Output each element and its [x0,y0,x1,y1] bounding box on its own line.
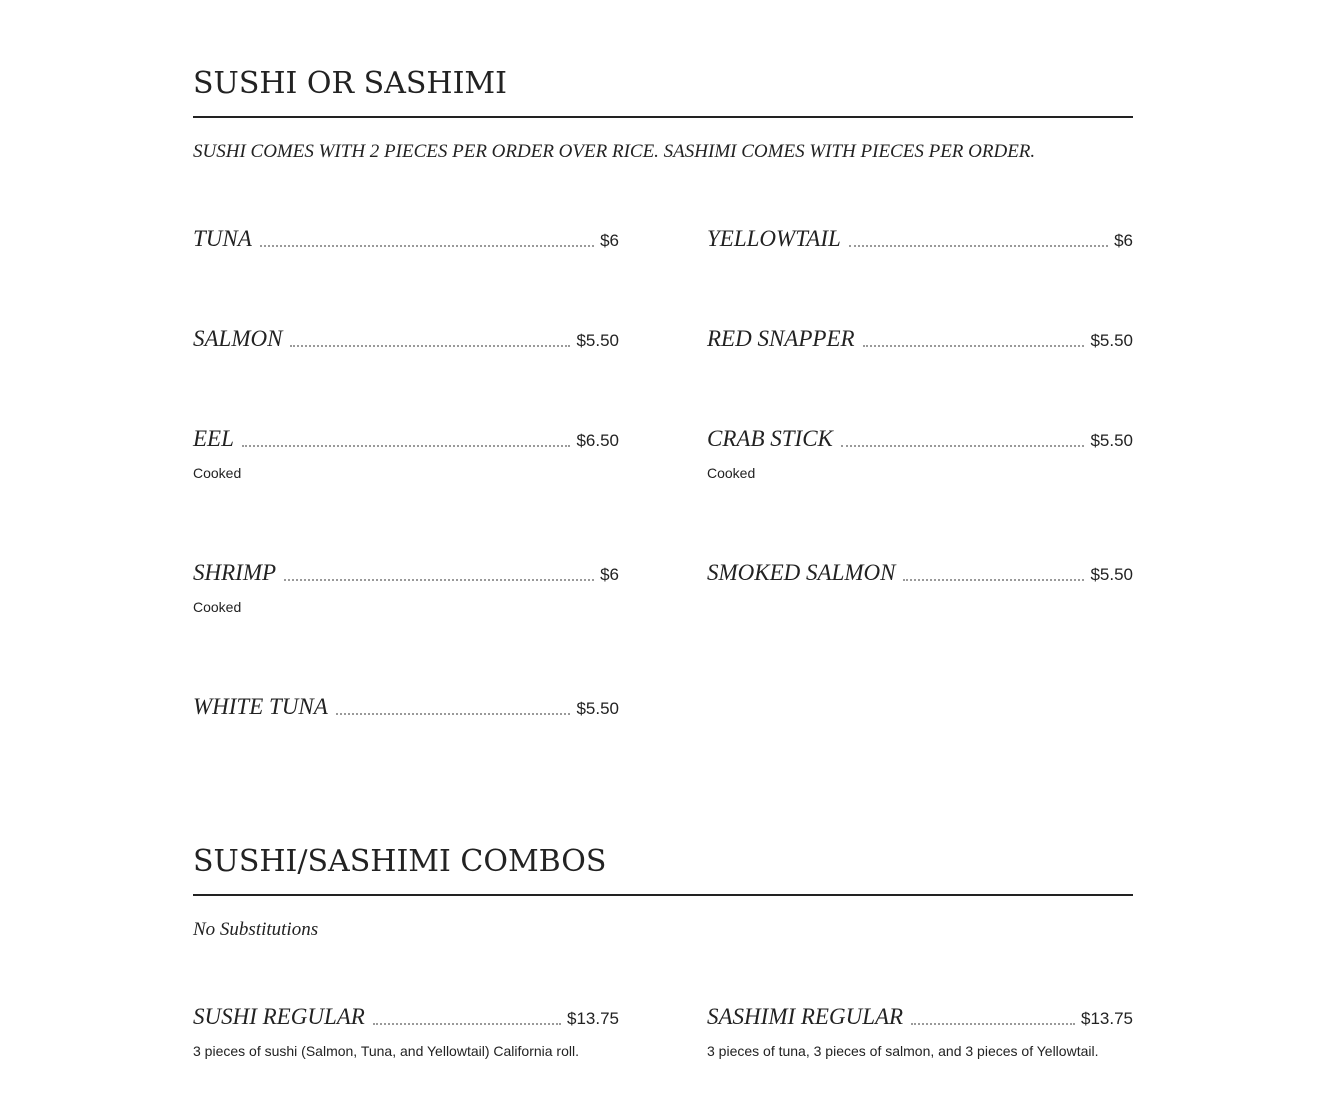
dot-leader [336,713,571,715]
menu-item-tuna [193,222,619,252]
item-price: $5.50 [576,699,619,718]
menu-item-shrimp [193,556,619,616]
menu-item-yellowtail [707,222,1133,252]
dot-leader [290,345,570,347]
menu-item-salmon [193,322,619,352]
item-name: SHRIMP [193,560,277,585]
item-price: $6 [600,565,619,584]
item-name: CRAB STICK [707,426,833,451]
item-price: $13.75 [1081,1009,1133,1028]
item-price: $6 [600,231,619,250]
section-sushi-or-sashimi [193,66,1133,164]
menu-item-crab-stick [707,422,1133,482]
item-name: SALMON [193,326,283,351]
item-name: EEL [193,426,234,451]
item-price: $5.50 [1090,431,1133,450]
section-title: SUSHI OR SASHIMI [193,66,508,101]
menu-item-sushi-regular [193,1000,619,1060]
section-description: No Substitutions [193,919,319,940]
item-name: SUSHI REGULAR [193,1004,365,1029]
item-description: 3 pieces of sushi (Salmon, Tuna, and Yellowtail) California roll. [193,1043,579,1059]
menu-item-red-snapper [707,322,1133,352]
item-name: SMOKED SALMON [707,560,896,585]
menu-item-smoked-salmon [707,556,1133,586]
item-name: WHITE TUNA [193,694,328,719]
section-description: SUSHI COMES WITH 2 PIECES PER ORDER OVER RICE. SASHIMI COMES WITH PIECES PER ORDER. [193,141,1036,162]
item-price: $6.50 [576,431,619,450]
menu-item-eel [193,422,619,482]
item-description: Cooked [193,465,242,481]
menu-item-white-tuna [193,690,619,720]
item-description: Cooked [193,599,242,615]
section-sushi-sashimi-combos [193,844,1133,942]
section-divider [193,894,1133,896]
section-title: SUSHI/SASHIMI COMBOS [193,844,607,879]
dot-leader [284,579,594,581]
item-price: $5.50 [1090,331,1133,350]
item-description: Cooked [707,465,756,481]
dot-leader [260,245,594,247]
dot-leader [903,579,1084,581]
menu-item-sashimi-regular [707,1000,1133,1060]
dot-leader [849,245,1108,247]
dot-leader [242,445,571,447]
dot-leader [373,1023,561,1025]
dot-leader [863,345,1085,347]
item-name: TUNA [193,226,252,251]
dot-leader [841,445,1085,447]
item-name: YELLOWTAIL [707,226,841,251]
item-price: $5.50 [576,331,619,350]
item-description: 3 pieces of tuna, 3 pieces of salmon, and 3 pieces of Yellowtail. [707,1043,1099,1059]
item-price: $5.50 [1090,565,1133,584]
item-name: SASHIMI REGULAR [707,1004,904,1029]
item-price: $6 [1114,231,1133,250]
dot-leader [911,1023,1075,1025]
item-name: RED SNAPPER [707,326,855,351]
item-price: $13.75 [567,1009,619,1028]
section-divider [193,116,1133,118]
